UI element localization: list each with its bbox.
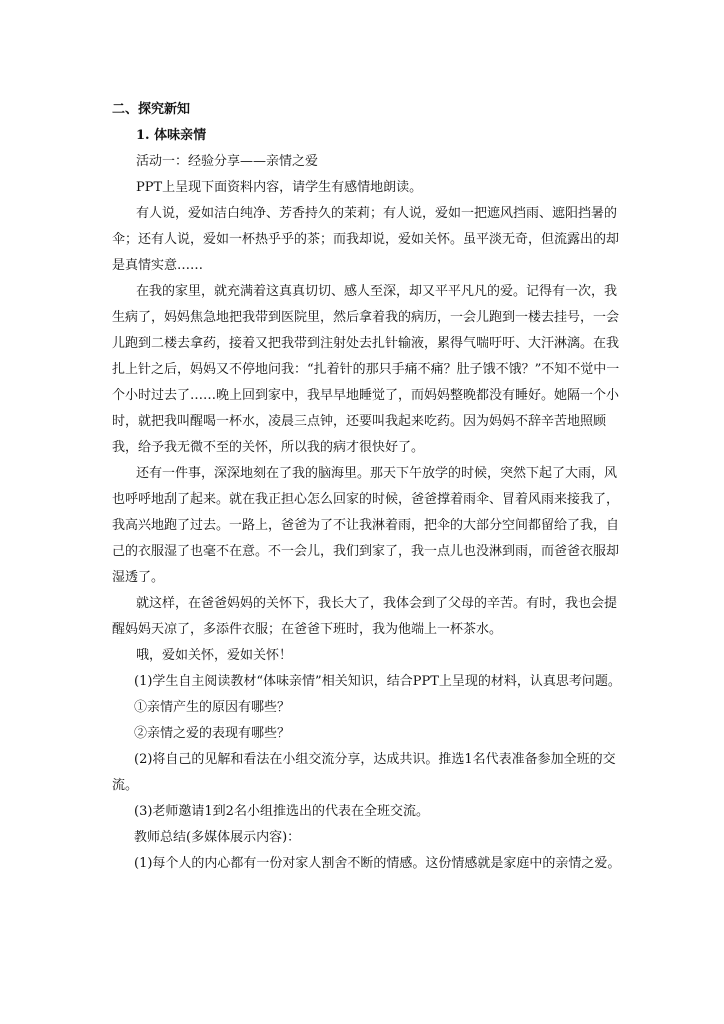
reading-paragraph: 还有一件事，深深地刻在了我的脑海里。那天下午放学的时候，突然下起了大雨，风也呼呼地刮了起来。就在我正担心怎么回家的时候，爸爸撑着雨伞、冒着风雨来接我了，我高兴地跑了过去。一路上，爸爸为了不让我淋着雨，把伞的大部分空间都留给了我，自己的衣服湿了也毫不在意。不一会儿，我们到家了，我一点儿也没淋到雨，而爸爸衣服却湿透了。: [112, 466, 620, 585]
task-item: (2)将自己的见解和看法在小组交流分享，达成共识。推选1名代表准备参加全班的交流。: [112, 752, 616, 793]
subheading: 1. 体味亲情: [136, 128, 207, 143]
reading-paragraph: 有人说，爱如洁白纯净、芳香持久的茉莉；有人说，爱如一把遮风挡雨、遮阳挡暑的伞；还有人说，爱如一杯热乎乎的茶；而我却说，爱如关怀。虽平淡无奇，但流露出的却是真情实意……: [112, 206, 620, 273]
activity-title: 活动一：经验分享——亲情之爱: [136, 154, 319, 169]
question-item: ①亲情产生的原因有哪些？: [134, 700, 291, 715]
summary-label: 教师总结(多媒体展示内容)：: [134, 830, 301, 845]
ppt-intro: PPT上呈现下面资料内容，请学生有感情地朗读。: [136, 180, 423, 195]
summary-point: (1)每个人的内心都有一份对家人割舍不断的情感。这份情感就是家庭中的亲情之爱。: [134, 856, 621, 871]
document-body: [112, 97, 624, 877]
section-heading: 二、探究新知: [112, 102, 191, 117]
reading-paragraph: 就这样，在爸爸妈妈的关怀下，我长大了，我体会到了父母的辛苦。有时，我也会提醒妈妈天凉了，多添件衣服；在爸爸下班时，我为他端上一杯茶水。: [112, 596, 618, 637]
reading-paragraph: 在我的家里，就充满着这真真切切、感人至深，却又平平凡凡的爱。记得有一次，我生病了，妈妈焦急地把我带到医院里，然后拿着我的病历，一会儿跑到一楼去挂号，一会儿跑到二楼去拿药，接着又把我带到注射处去扎针输液，累得气喘吁吁、大汗淋漓。在我扎上针之后，妈妈又不停地问我：“扎着针的那只手痛不痛？肚子饿不饿？”不知不觉中一个小时过去了……晚上回到家中，我早早地睡觉了，而妈妈整晚都没有睡好。她隔一个小时，就把我叫醒喝一杯水，凌晨三点钟，还要叫我起来吃药。因为妈妈不辞辛苦地照顾我，给予我无微不至的关怀，所以我的病才很快好了。: [112, 284, 620, 455]
task-item: (1)学生自主阅读教材“体味亲情”相关知识，结合PPT上呈现的材料，认真思考问题。: [134, 674, 621, 689]
task-item: (3)老师邀请1到2名小组推选出的代表在全班交流。: [134, 804, 429, 819]
reading-paragraph: 哦，爱如关怀，爱如关怀！: [136, 648, 293, 663]
question-item: ②亲情之爱的表现有哪些？: [134, 726, 291, 741]
